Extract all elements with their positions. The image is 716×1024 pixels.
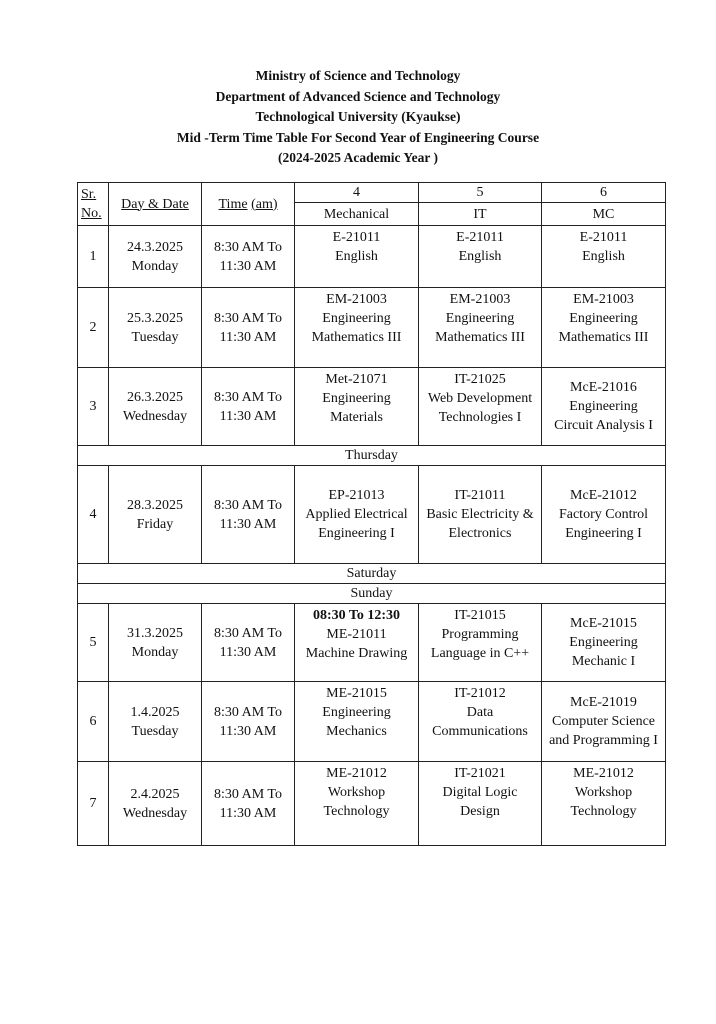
subject-line: English xyxy=(458,249,502,264)
day-date-cell xyxy=(109,604,202,682)
subject-line: Engineering xyxy=(445,311,515,326)
document-header xyxy=(0,66,716,169)
col-header-group-number xyxy=(295,183,419,203)
sr-no-cell xyxy=(78,604,109,682)
sr-no-cell xyxy=(78,368,109,446)
subject-line: Circuit Analysis I xyxy=(554,418,653,433)
exam-time-end: 11:30 AM xyxy=(219,644,277,660)
subject-cell-mc xyxy=(542,682,666,762)
time-cell xyxy=(202,682,295,762)
subject-cell-mech xyxy=(295,604,419,682)
subject-cell-mech xyxy=(295,368,419,446)
subject-line: Engineering xyxy=(322,311,391,326)
table-row xyxy=(78,466,666,564)
sr-no-cell xyxy=(78,682,109,762)
subject-cell-mc xyxy=(542,368,666,446)
subject-line: Engineering xyxy=(569,635,638,650)
subject-line: Technologies I xyxy=(438,410,522,425)
header-ministry: Ministry of Science and Technology xyxy=(255,68,461,83)
day-band-row xyxy=(78,446,666,466)
exam-time-end: 11:30 AM xyxy=(219,408,277,424)
table-row xyxy=(78,226,666,288)
subject-line: Web Development xyxy=(427,391,533,406)
sr-no: 1 xyxy=(89,249,97,264)
subject-line: IT-21011 xyxy=(454,488,506,503)
day-date-cell xyxy=(109,762,202,846)
subject-cell-it xyxy=(419,682,542,762)
exam-time-end: 11:30 AM xyxy=(219,258,277,274)
subject-line: Data xyxy=(466,705,494,720)
subject-line: E-21011 xyxy=(579,230,628,245)
table-row xyxy=(78,762,666,846)
saturday-band-label: Saturday xyxy=(346,566,397,581)
subject-line: Machine Drawing xyxy=(305,646,408,661)
col-header-day-date xyxy=(109,183,202,226)
subject-line: IT-21015 xyxy=(454,608,506,623)
subject-cell-it xyxy=(419,368,542,446)
col-header-sr-line1: Sr. xyxy=(81,187,97,202)
exam-day: Monday xyxy=(131,644,179,660)
subject-cell-it xyxy=(419,226,542,288)
subject-line: Communications xyxy=(432,724,528,739)
subject-line: McE-21015 xyxy=(570,616,637,631)
subject-line: Technology xyxy=(570,804,637,819)
subject-line: Programming xyxy=(441,627,519,642)
header-timetable-title: Mid -Term Time Table For Second Year of Engineering Course xyxy=(176,129,540,145)
subject-line: E-21011 xyxy=(456,230,504,245)
table-row xyxy=(78,288,666,368)
subject-line: English xyxy=(582,249,625,264)
subject-cell-mech xyxy=(295,226,419,288)
col-header-sr-no xyxy=(78,183,109,226)
subject-line: Engineering I xyxy=(318,526,395,541)
exam-date: 1.4.2025 xyxy=(130,704,180,720)
subject-line: Materials xyxy=(330,410,383,425)
subject-line: Mathematics III xyxy=(435,330,525,345)
sunday-band xyxy=(78,584,666,604)
col-header-major xyxy=(419,203,542,226)
subject-cell-it xyxy=(419,466,542,564)
subject-line: EM-21003 xyxy=(573,292,634,307)
subject-line: Applied Electrical xyxy=(305,507,408,522)
table-row xyxy=(78,604,666,682)
subject-cell-mech xyxy=(295,466,419,564)
subject-line: ME-21011 xyxy=(326,627,387,642)
exam-date: 24.3.2025 xyxy=(127,239,183,255)
subject-line: Mechanics xyxy=(326,724,387,739)
table-row xyxy=(78,368,666,446)
day-band-row xyxy=(78,564,666,584)
exam-date: 28.3.2025 xyxy=(127,497,183,513)
subject-cell-mc xyxy=(542,226,666,288)
time-cell xyxy=(202,368,295,446)
exam-timetable xyxy=(77,182,666,846)
subject-line: Engineering xyxy=(322,705,391,720)
exam-time-start: 8:30 AM To xyxy=(214,625,282,641)
header-university: Technological University (Kyaukse) xyxy=(255,109,461,124)
day-date-cell xyxy=(109,288,202,368)
exam-time-end: 11:30 AM xyxy=(219,723,277,739)
sr-no: 6 xyxy=(89,714,97,729)
subject-line: McE-21016 xyxy=(570,380,637,395)
subject-line: EP-21013 xyxy=(328,488,385,503)
subject-line: IT-21012 xyxy=(454,686,506,701)
exam-time-end: 11:30 AM xyxy=(219,516,277,532)
subject-line: Workshop xyxy=(574,785,633,800)
exam-date: 31.3.2025 xyxy=(127,625,183,641)
sr-no-cell xyxy=(78,762,109,846)
col-header-time xyxy=(202,183,295,226)
col-header-group-number xyxy=(542,183,666,203)
exam-day: Monday xyxy=(131,258,179,274)
time-cell xyxy=(202,762,295,846)
exam-time-end: 11:30 AM xyxy=(219,805,277,821)
col-header-time-suffix: (am) xyxy=(251,196,278,212)
header-department: Department of Advanced Science and Technology xyxy=(215,88,501,104)
subject-line: Basic Electricity & xyxy=(426,507,534,522)
subject-cell-it xyxy=(419,762,542,846)
major-name: Mechanical xyxy=(323,206,390,222)
subject-cell-mc xyxy=(542,288,666,368)
subject-line: Engineering xyxy=(569,311,638,326)
day-band-row xyxy=(78,584,666,604)
subject-line: Workshop xyxy=(327,785,386,800)
exam-time-start: 8:30 AM To xyxy=(214,704,282,720)
exam-date: 2.4.2025 xyxy=(130,786,180,802)
exam-day: Tuesday xyxy=(131,329,179,345)
table-row xyxy=(78,682,666,762)
sr-no: 7 xyxy=(89,796,97,811)
thursday-band xyxy=(78,446,666,466)
exam-time-start: 8:30 AM To xyxy=(214,786,282,802)
saturday-band xyxy=(78,564,666,584)
subject-cell-mc xyxy=(542,762,666,846)
subject-line: McE-21019 xyxy=(570,695,637,710)
subject-cell-mc xyxy=(542,466,666,564)
group-number: 4 xyxy=(353,185,360,200)
col-header-day-date-label: Day & Date xyxy=(121,196,189,212)
subject-line: ME-21012 xyxy=(573,766,634,781)
subject-cell-mech xyxy=(295,762,419,846)
subject-line: EM-21003 xyxy=(326,292,387,307)
subject-cell-mech xyxy=(295,682,419,762)
col-header-major xyxy=(542,203,666,226)
subject-line: Mathematics III xyxy=(558,330,649,345)
exam-day: Wednesday xyxy=(122,805,188,821)
exam-date: 25.3.2025 xyxy=(127,310,183,326)
subject-line: Design xyxy=(460,804,500,819)
day-date-cell xyxy=(109,368,202,446)
col-header-time-label: Time xyxy=(218,196,248,212)
sr-no: 2 xyxy=(89,320,97,335)
sr-no-cell xyxy=(78,288,109,368)
subject-line: Met-21071 xyxy=(325,372,388,387)
subject-line: English xyxy=(335,249,378,264)
major-name: IT xyxy=(473,206,487,222)
subject-cell-mech xyxy=(295,288,419,368)
sr-no-cell xyxy=(78,226,109,288)
group-number: 5 xyxy=(476,185,484,200)
exam-time-start: 8:30 AM To xyxy=(214,389,282,405)
col-header-major xyxy=(295,203,419,226)
subject-line: ME-21015 xyxy=(326,686,387,701)
header-academic-year: (2024-2025 Academic Year ) xyxy=(277,150,439,165)
table-header-row xyxy=(78,183,666,203)
subject-line: IT-21021 xyxy=(454,766,506,781)
subject-line: ME-21012 xyxy=(326,766,387,781)
exam-day: Wednesday xyxy=(122,408,188,424)
subject-line: IT-21025 xyxy=(454,372,506,387)
exam-time-start: 8:30 AM To xyxy=(214,239,282,255)
day-date-cell xyxy=(109,682,202,762)
exam-time-start: 8:30 AM To xyxy=(214,310,282,326)
subject-cell-mc xyxy=(542,604,666,682)
subject-line: Language in C++ xyxy=(430,646,530,661)
sr-no-cell xyxy=(78,466,109,564)
subject-line: Digital Logic xyxy=(442,785,518,800)
time-cell xyxy=(202,226,295,288)
subject-line: Engineering xyxy=(322,391,391,406)
time-cell xyxy=(202,466,295,564)
subject-line: and Programming I xyxy=(549,733,658,748)
subject-line: Mechanic I xyxy=(571,654,636,669)
exam-day: Tuesday xyxy=(131,723,179,739)
col-header-group-number xyxy=(419,183,542,203)
exam-date: 26.3.2025 xyxy=(127,389,183,405)
subject-line: Mathematics III xyxy=(311,330,402,345)
subject-line: Technology xyxy=(323,804,390,819)
day-date-cell xyxy=(109,226,202,288)
subject-line: Computer Science xyxy=(551,714,656,729)
col-header-sr-line2: No. xyxy=(81,206,102,221)
exam-time-end: 11:30 AM xyxy=(219,329,277,345)
sr-no: 4 xyxy=(89,507,97,522)
subject-line: Factory Control xyxy=(558,507,649,522)
thursday-band-label: Thursday xyxy=(345,448,398,463)
time-cell xyxy=(202,604,295,682)
subject-line: Engineering xyxy=(569,399,638,414)
sunday-band-label: Sunday xyxy=(350,586,393,601)
subject-line: EM-21003 xyxy=(449,292,511,307)
subject-line: Electronics xyxy=(448,526,512,541)
major-name: MC xyxy=(592,206,615,222)
subject-line: E-21011 xyxy=(332,230,381,245)
subject-line: Engineering I xyxy=(565,526,642,541)
group-number: 6 xyxy=(600,185,607,200)
subject-cell-it xyxy=(419,288,542,368)
subject-cell-it xyxy=(419,604,542,682)
day-date-cell xyxy=(109,466,202,564)
sr-no: 3 xyxy=(89,399,97,414)
exam-time-override: 08:30 To 12:30 xyxy=(312,608,401,623)
sr-no: 5 xyxy=(89,635,97,650)
subject-line: McE-21012 xyxy=(570,488,637,503)
exam-day: Friday xyxy=(136,516,174,532)
time-cell xyxy=(202,288,295,368)
exam-time-start: 8:30 AM To xyxy=(214,497,282,513)
